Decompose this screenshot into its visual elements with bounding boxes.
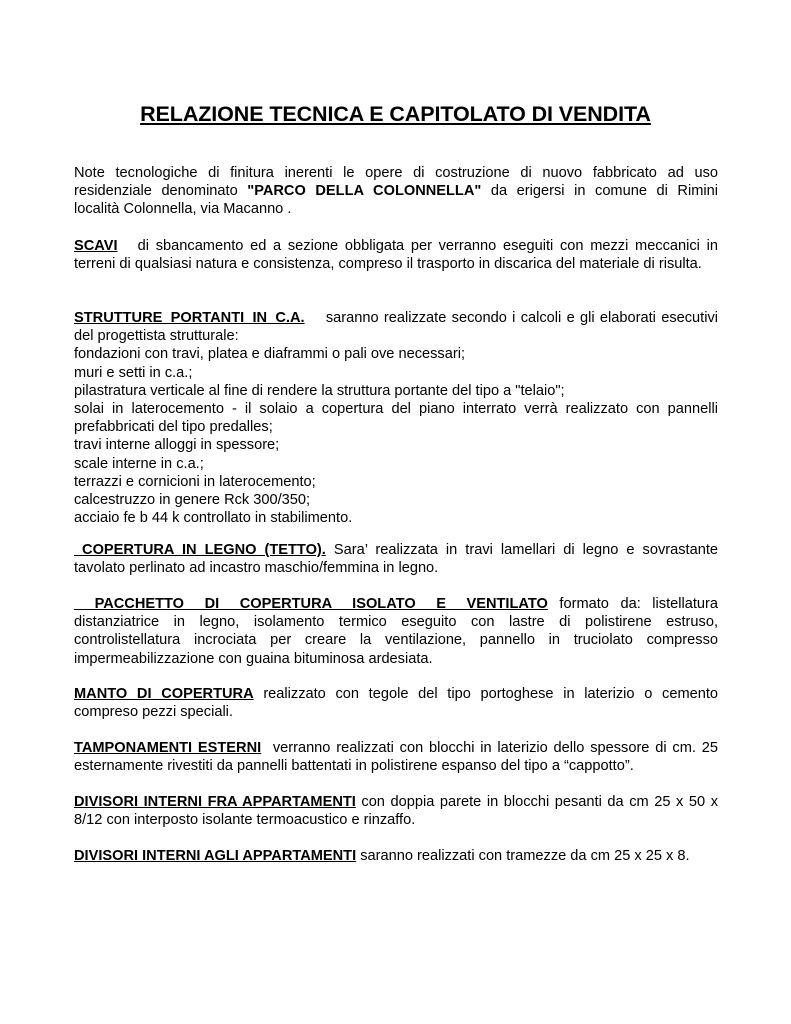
intro-line-2: [74, 182, 718, 200]
list-item: scale interne in c.a.;: [74, 455, 204, 472]
list-item: pilastratura verticale al fine di rendere la struttura portante del tipo a "telaio";: [74, 382, 565, 399]
divisori-fra-text: con doppia parete in blocchi pesanti da cm 25 x 50 x 8/12 con interposto isolante termoacustico e rinzaffo.: [74, 794, 723, 829]
strutture-heading: STRUTTURE PORTANTI IN C.A.: [74, 310, 305, 326]
manto-heading: MANTO DI COPERTURA: [74, 686, 254, 702]
intro-line-1: Note tecnologiche di finitura inerenti le opere di costruzione di nuovo fabbricato ad uso: [74, 165, 718, 181]
list-item: muri e setti in c.a.;: [74, 364, 193, 381]
copertura-text: Sara’ realizzata in travi lamellari di legno e sovrastante tavolato perlinato ad incastro maschio/femmina in legno.: [74, 542, 723, 577]
pacchetto-paragraph: [74, 595, 723, 668]
intro-line-3: località Colonnella, via Macanno .: [74, 201, 292, 218]
intro-paragraph: [74, 164, 718, 219]
divisori-fra-paragraph: [74, 793, 723, 829]
strutture-paragraph: [74, 309, 723, 345]
list-item: solai in laterocemento - il solaio a copertura del piano interrato verrà realizzato con pannelli prefabbricati del tipo predalles;: [74, 401, 718, 436]
list-item: fondazioni con travi, platea e diaframmi o pali ove necessari;: [74, 346, 465, 363]
list-item: calcestruzzo in genere Rck 300/350;: [74, 492, 311, 509]
strutture-list: [74, 345, 718, 527]
scavi-paragraph: [74, 237, 723, 273]
project-name: "PARCO DELLA COLONNELLA": [247, 183, 482, 200]
pacchetto-heading: PACCHETTO DI COPERTURA ISOLATO E VENTILATO: [74, 596, 548, 612]
page-title: RELAZIONE TECNICA E CAPITOLATO DI VENDITA: [140, 102, 651, 126]
strutture-section: [74, 309, 723, 527]
tamponamenti-paragraph: [74, 739, 723, 775]
list-item: acciaio fe b 44 k controllato in stabilimento.: [74, 510, 353, 527]
manto-paragraph: [74, 685, 723, 721]
divisori-agli-heading: DIVISORI INTERNI AGLI APPARTAMENTI: [74, 848, 357, 864]
copertura-heading: COPERTURA IN LEGNO (TETTO).: [74, 542, 326, 558]
pacchetto-text: formato da: listellatura distanziatrice in legno, isolamento termico eseguito con lastre di polistirene estruso, controlistellatura incrociata per creare la ventilazione, pannello in truciolato compresso impermeabilizzazione con guaina bituminosa ardesiata.: [74, 596, 723, 667]
manto-text: realizzato con tegole del tipo portoghese in laterizio o cemento compreso pezzi speciali.: [74, 686, 723, 721]
divisori-agli-text: saranno realizzati con tramezze da cm 25 x 25 x 8.: [356, 848, 690, 864]
intro-text: residenziale denominato: [74, 183, 248, 200]
strutture-text: saranno realizzate secondo i calcoli e gli elaborati esecutivi del progettista strutturale:: [74, 310, 723, 345]
copertura-paragraph: [74, 541, 723, 577]
tamponamenti-heading: TAMPONAMENTI ESTERNI: [74, 740, 262, 756]
divisori-fra-heading: DIVISORI INTERNI FRA APPARTAMENTI: [74, 794, 356, 810]
scavi-heading: SCAVI: [74, 238, 118, 254]
tamponamenti-text: verranno realizzati con blocchi in laterizio dello spessore di cm. 25 esternamente rivestiti da pannelli battentati in polistirene espanso del tipo a “cappotto”.: [74, 740, 723, 775]
scavi-text: di sbancamento ed a sezione obbligata per verranno eseguiti con mezzi meccanici in terreni di qualsiasi natura e consistenza, compreso il trasporto in discarica del materiale di risulta.: [74, 238, 723, 273]
list-item: travi interne alloggi in spessore;: [74, 437, 280, 454]
divisori-agli-paragraph: [74, 847, 718, 865]
list-item: terrazzi e cornicioni in laterocemento;: [74, 473, 316, 490]
intro-text: da erigersi in comune di Rimini: [481, 183, 718, 200]
